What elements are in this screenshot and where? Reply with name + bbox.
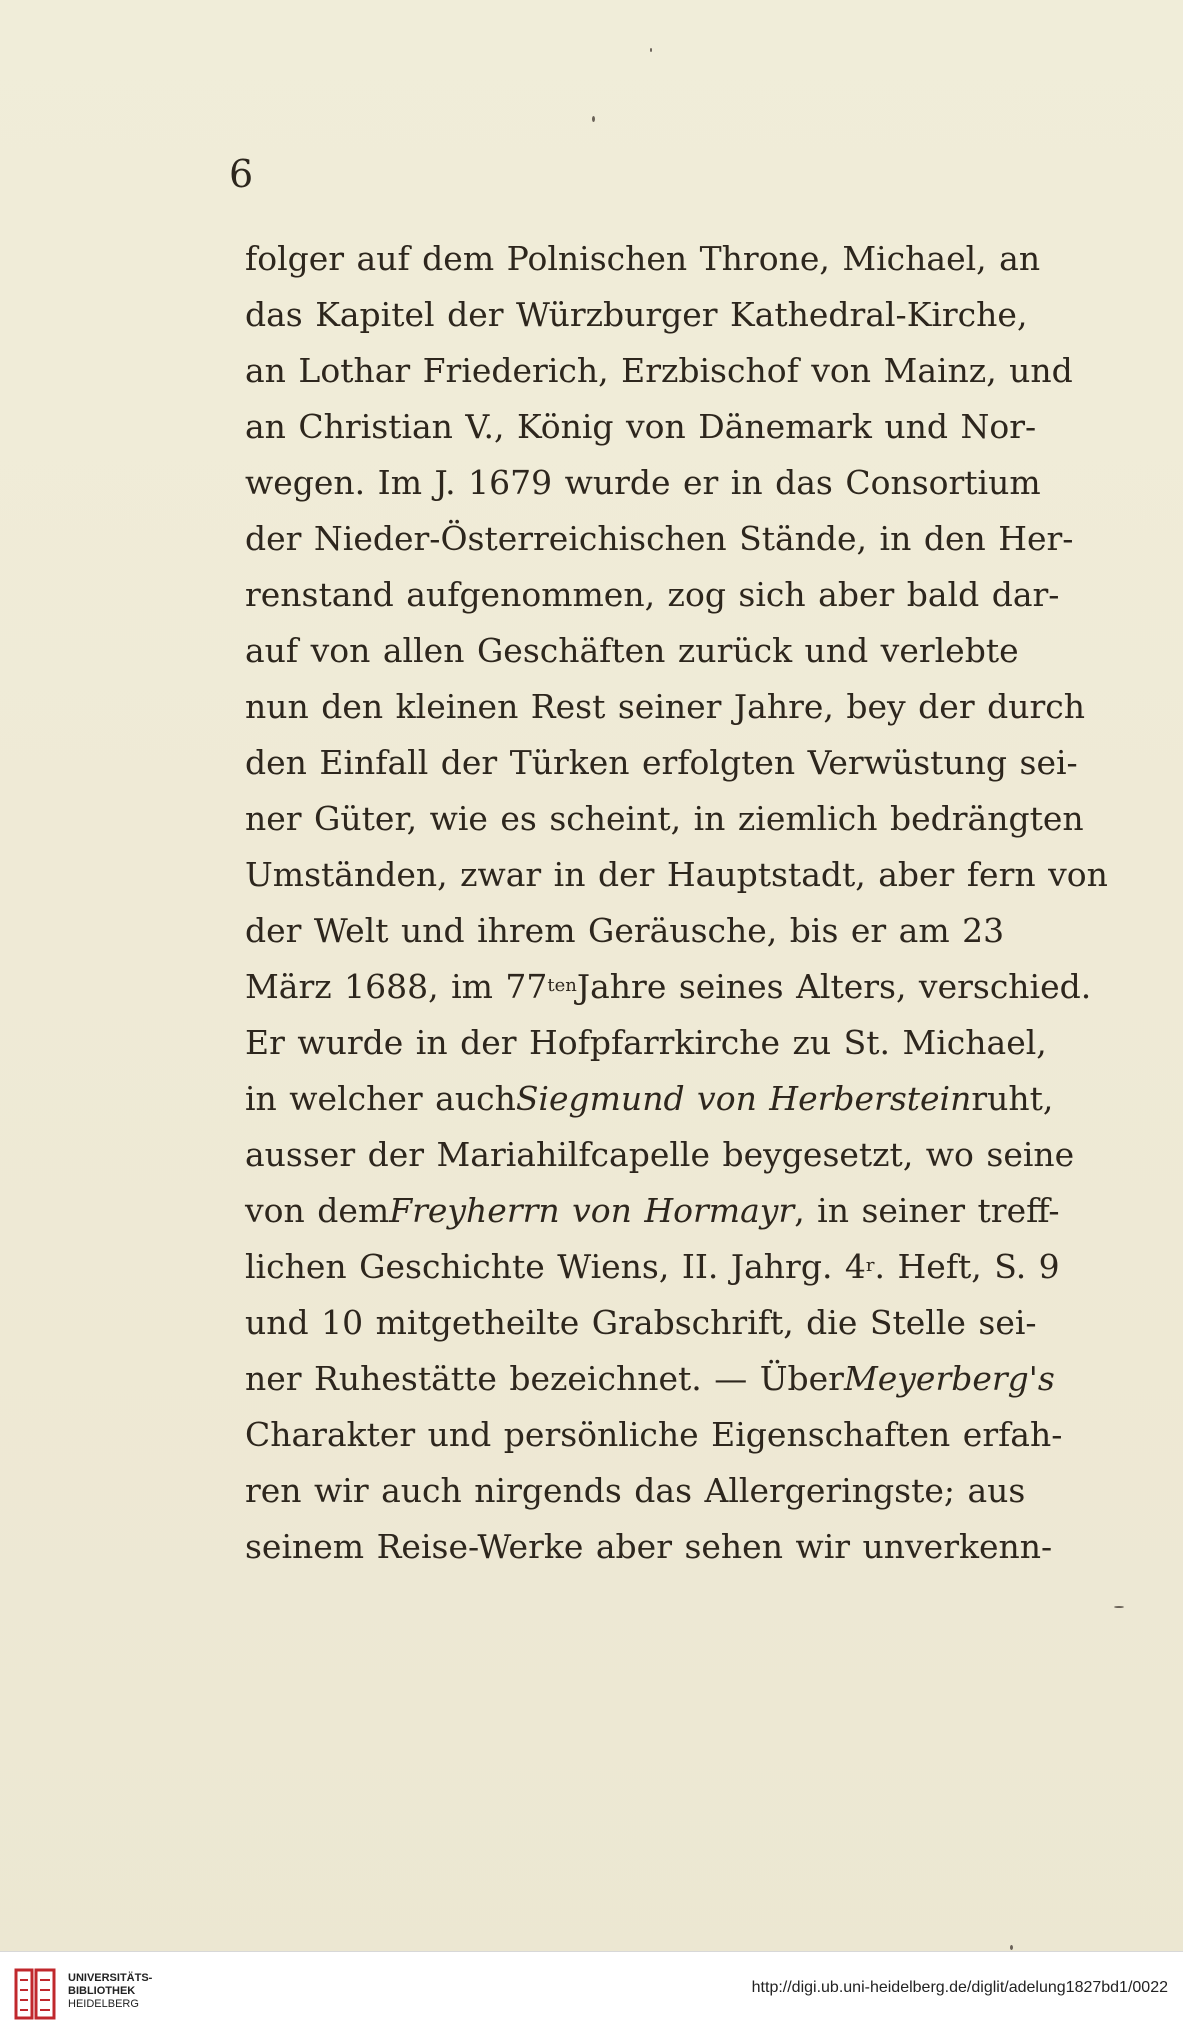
text-line-12: Umständen, zwar in der Hauptstadt, aber fern von: [245, 854, 1108, 894]
footer-bar: [0, 1951, 1183, 2033]
text-line-5: wegen. Im J. 1679 wurde er in das Consortium: [245, 462, 1041, 502]
paper-speck: [1114, 1606, 1124, 1608]
italic-name: Siegmund von Herberstein: [515, 1078, 972, 1118]
text-line-6: der Nieder-Österreichischen Stände, in den Her-: [245, 518, 1074, 558]
paper-speck: [650, 48, 652, 52]
text-line-1: folger auf dem Polnischen Throne, Michael, an: [245, 238, 1041, 278]
text-line-3: an Lothar Friederich, Erzbischof von Mainz, und: [245, 350, 1073, 390]
text-line-9: nun den kleinen Rest seiner Jahre, bey der durch: [245, 686, 1085, 726]
text-line-16: in welcher auch Siegmund von Herberstein ruht,: [245, 1078, 1054, 1118]
text-line-17: ausser der Mariahilfcapelle beygesetzt, wo seine: [245, 1134, 1075, 1174]
text-line-7: renstand aufgenommen, zog sich aber bald dar-: [245, 574, 1060, 614]
library-name: UNIVERSITÄTS- BIBLIOTHEK HEIDELBERG: [68, 1972, 153, 2010]
text-line-20: und 10 mitgetheilte Grabschrift, die Stelle sei-: [245, 1302, 1037, 1342]
text-line-23: ren wir auch nirgends das Allergeringste; aus: [245, 1470, 1026, 1510]
paper-speck: [592, 116, 595, 122]
italic-name: Freyherrn von Hormayr: [389, 1190, 795, 1230]
text-line-22: Charakter und persönliche Eigenschaften erfah-: [245, 1414, 1063, 1454]
text-line-14: März 1688, im 77 ten Jahre seines Alters, verschied.: [245, 966, 1092, 1006]
text-line-13: der Welt und ihrem Geräusche, bis er am 23: [245, 910, 1005, 950]
italic-name: Meyerberg's: [843, 1358, 1055, 1398]
text-line-18: von dem Freyherrn von Hormayr , in seiner treff-: [245, 1190, 1060, 1230]
body-text: [245, 230, 1108, 1574]
source-url-link[interactable]: http://digi.ub.uni-heidelberg.de/diglit/adelung1827bd1/0022: [751, 1979, 1168, 1996]
text-line-21: ner Ruhestätte bezeichnet. — Über Meyerberg's: [245, 1358, 1055, 1398]
text-line-19: lichen Geschichte Wiens, II. Jahrg. 4 r . Heft, S. 9: [245, 1246, 1060, 1286]
text-line-10: den Einfall der Türken erfolgten Verwüstung sei-: [245, 742, 1078, 782]
page-number: 6: [229, 152, 254, 196]
text-line-8: auf von allen Geschäften zurück und verlebte: [245, 630, 1019, 670]
text-line-4: an Christian V., König von Dänemark und Nor-: [245, 406, 1037, 446]
text-line-2: das Kapitel der Würzburger Kathedral-Kirche,: [245, 294, 1028, 334]
paper-speck: [1010, 1945, 1013, 1950]
text-line-24: seinem Reise-Werke aber sehen wir unverkenn-: [245, 1526, 1053, 1566]
text-line-15: Er wurde in der Hofpfarrkirche zu St. Michael,: [245, 1022, 1047, 1062]
heidelberg-library-logo-icon: [10, 1966, 60, 2022]
text-line-11: ner Güter, wie es scheint, in ziemlich bedrängten: [245, 798, 1084, 838]
